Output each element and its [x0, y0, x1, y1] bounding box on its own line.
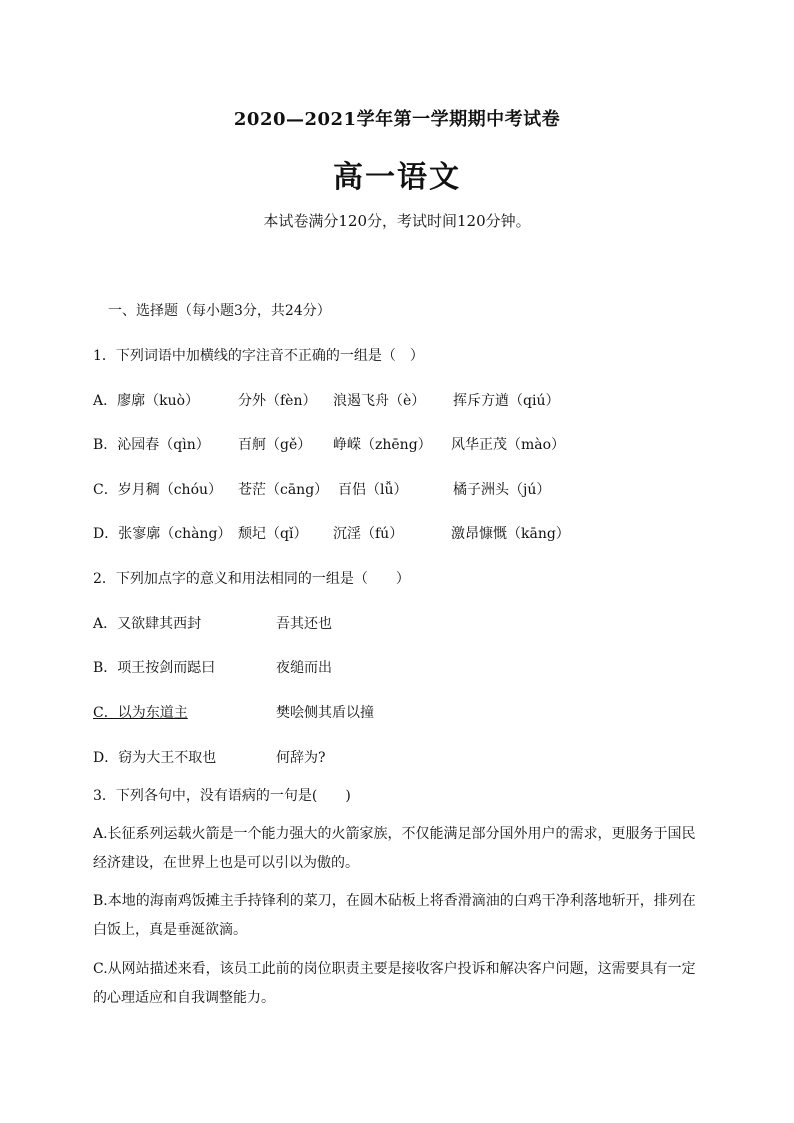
option-text: 吾其还也	[276, 616, 332, 632]
option-text: 樊哙侧其盾以撞	[276, 705, 374, 721]
question-1-option-c	[93, 479, 713, 501]
option-text: 浪遏飞舟（è）	[333, 393, 426, 409]
option-text: A．廖廓（kuò）	[93, 393, 200, 409]
question-1-option-b	[93, 434, 713, 456]
option-text: 激昂慷慨（kāng）	[451, 526, 570, 542]
option-text: A．又欲肆其西封	[93, 616, 202, 632]
option-text: C．以为东道主	[93, 705, 188, 721]
subject-title: 高一语文	[333, 160, 461, 195]
question-3-option-c: C.从网站描述来看，该员工此前的岗位职责主要是接收客户投诉和解决客户问题，这需要具有一定的心理适应和自我调整能力。	[93, 961, 696, 1006]
question-1-option-d	[93, 523, 713, 545]
option-text: 分外（fèn）	[238, 393, 317, 409]
exam-info: 本试卷满分120分，考试时间120分钟。	[263, 212, 531, 230]
question-2-option-c	[93, 702, 713, 724]
exam-title: 2020—2021学年第一学期期中考试卷	[233, 109, 561, 130]
option-text: 何辞为?	[276, 750, 326, 766]
question-3-option-a: A.长征系列运载火箭是一个能力强大的火箭家族，不仅能满足部分国外用户的需求，更服务于国民经济建设，在世界上也是可以引以为傲的。	[93, 826, 696, 871]
question-1-option-a	[93, 390, 713, 412]
option-text: B．沁园春（qìn）	[93, 437, 210, 453]
question-2-option-a	[93, 613, 713, 635]
option-text: 橘子洲头（jú）	[453, 482, 551, 498]
option-text: 苍茫（cāng）	[238, 482, 329, 498]
option-text: B．项王按剑而跽曰	[93, 660, 216, 676]
option-text: 挥斥方遒（qiú）	[453, 393, 560, 409]
option-text: 夜缒而出	[276, 660, 332, 676]
question-1-stem: 1．下列词语中加横线的字注音不正确的一组是（ ）	[93, 348, 424, 364]
question-2-option-d	[93, 747, 713, 769]
option-text: C．岁月稠（chóu）	[93, 482, 223, 498]
question-2-option-b	[93, 657, 713, 679]
option-text: 峥嵘（zhēng）	[333, 437, 432, 453]
option-text: D．张寥廓（chàng）	[93, 526, 232, 542]
question-3-stem: 3．下列各句中，没有语病的一句是( )	[93, 788, 351, 804]
option-text: D．窃为大王不取也	[93, 750, 217, 766]
option-text: 颓圮（qǐ）	[238, 526, 308, 542]
section-heading: 一、选择题（每小题3分，共24分）	[108, 303, 331, 319]
option-text: 百舸（gě）	[238, 437, 312, 453]
question-3-option-b: B.本地的海南鸡饭摊主手持锋利的菜刀，在圆木砧板上将香滑滴油的白鸡干净利落地斩开，排列在白饭上，真是垂涎欲滴。	[93, 893, 696, 938]
question-2-stem: 2．下列加点字的意义和用法相同的一组是（ ）	[93, 571, 410, 587]
option-text: 风华正茂（mào）	[451, 437, 566, 453]
option-text: 百侣（lǚ）	[338, 482, 408, 498]
option-text: 沉淫（fú）	[333, 526, 404, 542]
